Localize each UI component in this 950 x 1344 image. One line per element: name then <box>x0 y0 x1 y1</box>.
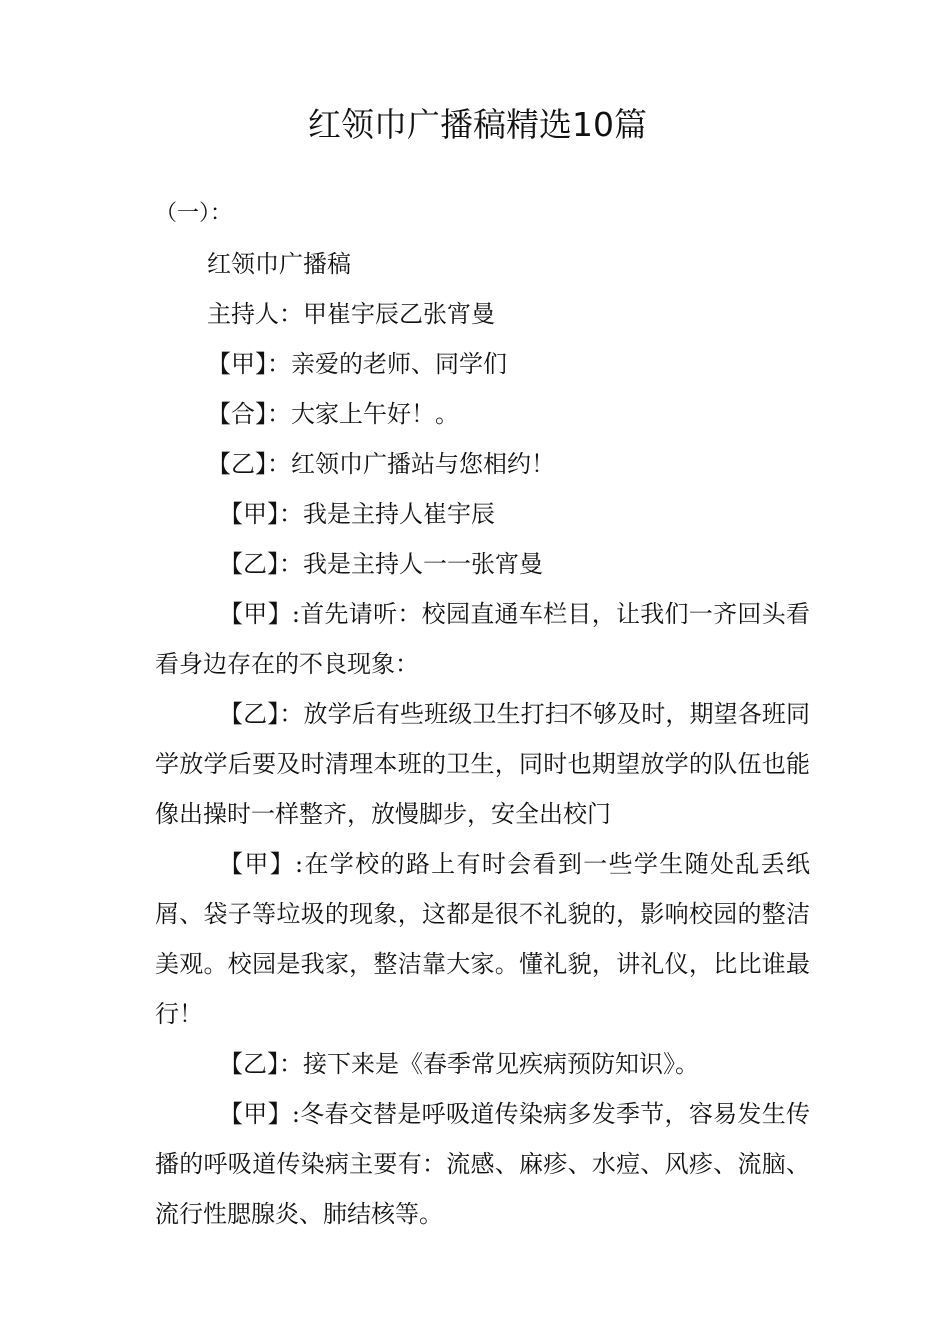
paragraph-line: 【合】：大家上午好！。 <box>207 400 459 428</box>
paragraph-line: 【甲】:冬春交替是呼吸道传染病多发季节，容易发生传播的呼吸道传染病主要有：流感、麻疹、水痘、风疹、流脑、流行性腮腺炎、肺结核等。 <box>155 1100 810 1228</box>
paragraph-line: 【乙】：我是主持人一一张宵曼 <box>219 550 543 578</box>
section-label: （一）： <box>155 201 233 226</box>
paragraph-line: 【甲】:在学校的路上有时会看到一些学生随处乱丢纸屑、袋子等垃圾的现象，这都是很不礼貌的，影响校园的整洁美观。校园是我家，整洁靠大家。懂礼貌，讲礼仪，比比谁最行！ <box>155 850 810 1028</box>
paragraph-line: 【甲】：我是主持人崔宇辰 <box>219 500 495 528</box>
paragraph-line: 【乙】：放学后有些班级卫生打扫不够及时，期望各班同学放学后要及时清理本班的卫生，同时也期望放学的队伍也能像出操时一样整齐，放慢脚步，安全出校门 <box>155 700 810 828</box>
paragraph-line: 【甲】:首先请听：校园直通车栏目，让我们一齐回头看看身边存在的不良现象： <box>155 600 810 678</box>
paragraph-line: 【乙】：接下来是《春季常见疾病预防知识》。 <box>219 1050 699 1078</box>
paragraph-heading: 红领巾广播稿 <box>207 250 351 278</box>
paragraph-line: 【甲】：亲爱的老师、同学们 <box>207 350 507 378</box>
document-title: 红领巾广播稿精选10篇 <box>308 105 647 144</box>
paragraph-hosts: 主持人：甲崔宇辰乙张宵曼 <box>207 300 495 328</box>
paragraph-line: 【乙】：红领巾广播站与您相约！ <box>207 450 555 478</box>
